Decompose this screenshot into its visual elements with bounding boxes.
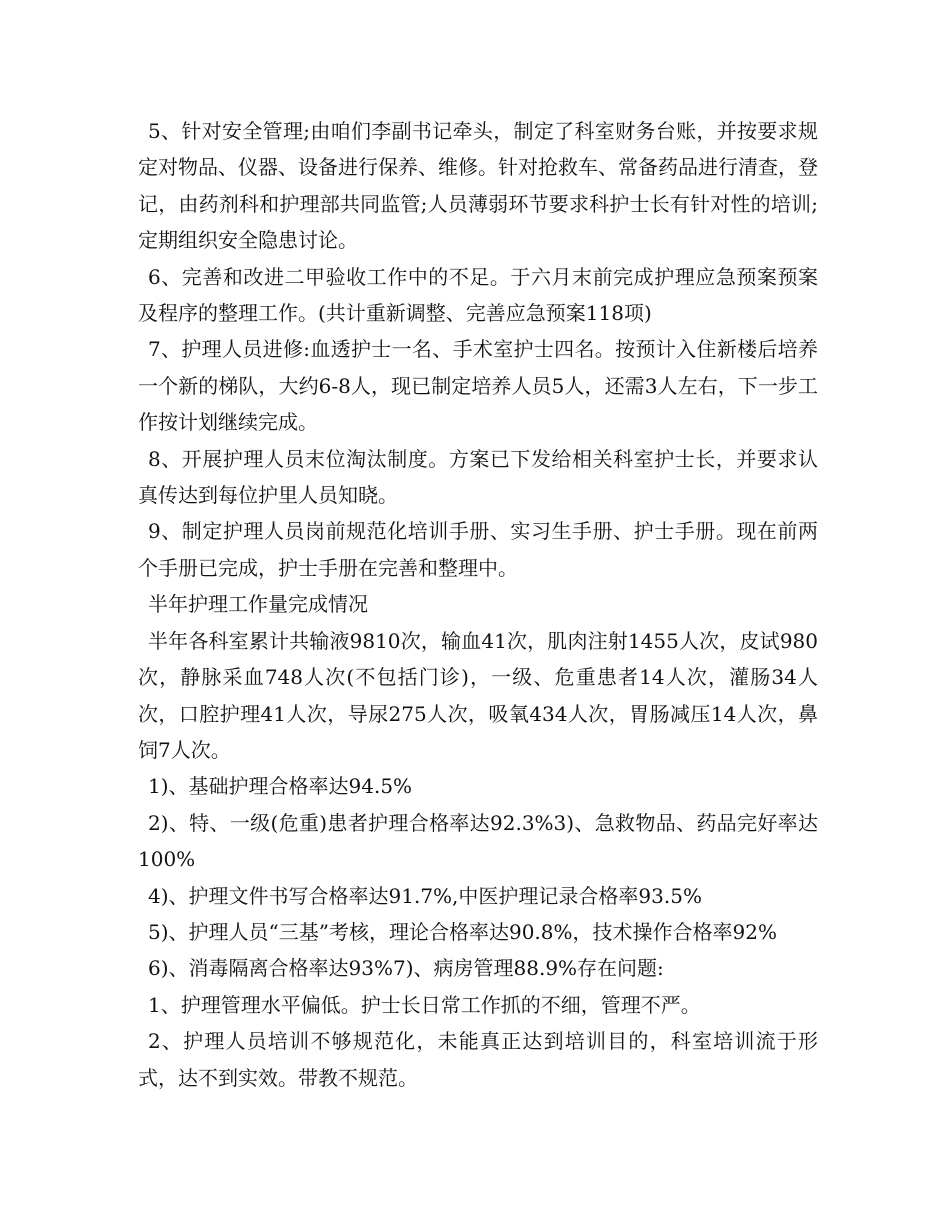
- list-item-three-basics-exam: 5)、护理人员“三基”考核，理论合格率达90.8%，技术操作合格率92%: [148, 919, 777, 944]
- document-body: [138, 113, 818, 1096]
- problem-item-training: 2、护理人员培训不够规范化，未能真正达到培训目的，科室培训流于形式，达不到实效。带教不规范。: [138, 1029, 818, 1090]
- list-item-documentation-rate: 4)、护理文件书写合格率达91.7%,中医护理记录合格率93.5%: [148, 883, 702, 908]
- list-item-critical-care-rate: 2)、特、一级(危重)患者护理合格率达92.3%3)、急救物品、药品完好率达100%: [138, 810, 818, 872]
- problem-item-management-level: 1、护理管理水平偏低。护士长日常工作抓的不细，管理不严。: [148, 992, 701, 1017]
- paragraph-workload-stats: 半年各科室累计共输液9810次，输血41次，肌肉注射1455人次，皮试980次，静脉采血748人次(不包括门诊)，一级、危重患者14人次，灌肠34人次，口腔护理41人次，导尿275人次，吸氧434人次，胃肠减压14人次，鼻饲7人次。: [138, 628, 818, 762]
- paragraph-staff-training-advance: 7、护理人员进修:血透护士一名、手术室护士四名。按预计入住新楼后培养一个新的梯队，大约6-8人，现已制定培养人员5人，还需3人左右，下一步工作按计划继续完成。: [138, 337, 818, 435]
- list-item-basic-care-rate: 1)、基础护理合格率达94.5%: [148, 774, 413, 799]
- paragraph-handbooks: 9、制定护理人员岗前规范化培训手册、实习生手册、护士手册。现在前两个手册已完成，护士手册在完善和整理中。: [138, 519, 818, 580]
- paragraph-safety-management: 5、针对安全管理;由咱们李副书记牵头，制定了科室财务台账，并按要求规定对物品、仪器、设备进行保养、维修。针对抢救车、常备药品进行清查，登记，由药剂科和护理部共同监管;人员薄弱环节要求科护士长有针对性的培训;定期组织安全隐患讨论。: [138, 119, 818, 253]
- paragraph-elimination-system: 8、开展护理人员末位淘汰制度。方案已下发给相关科室护士长，并要求认真传达到每位护里人员知晓。: [138, 446, 818, 508]
- paragraph-improve-deficiencies: 6、完善和改进二甲验收工作中的不足。于六月末前完成护理应急预案预案及程序的整理工作。(共计重新调整、完善应急预案118项): [138, 264, 818, 326]
- section-heading-workload: 半年护理工作量完成情况: [148, 592, 368, 617]
- list-item-disinfection-rate: 6)、消毒隔离合格率达93%7)、病房管理88.9%存在问题:: [148, 956, 664, 981]
